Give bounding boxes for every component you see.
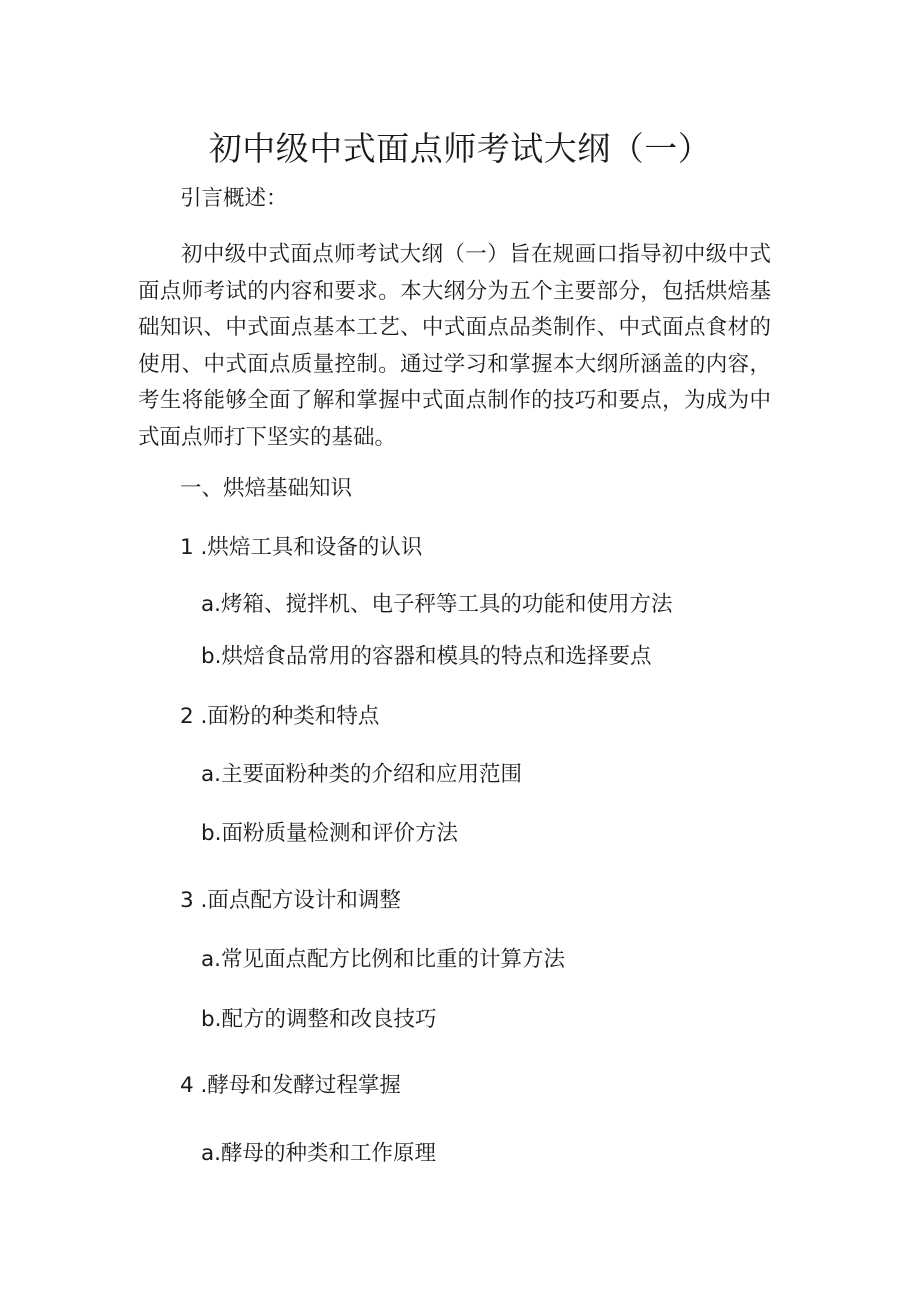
- intro-paragraph: 初中级中式面点师考试大纲（一）旨在规画口指导初中级中式面点师考试的内容和要求。本大纲分为五个主要部分，包括烘焙基础知识、中式面点基本工艺、中式面点品类制作、中式面点食材的使用、中式面点质量控制。通过学习和掌握本大纲所涵盖的内容，考生将能够全面了解和掌握中式面点制作的技巧和要点，为成为中式面点师打下坚实的基础。: [138, 242, 771, 450]
- item-1-sub-b: b.烘焙食品常用的容器和模具的特点和选择要点: [201, 644, 652, 669]
- item-1-sub-a: a.烤箱、搅拌机、电子秤等工具的功能和使用方法: [201, 592, 673, 617]
- item-1-label: 1 .烘焙工具和设备的认识: [180, 535, 423, 560]
- item-4-sub-a: a.酵母的种类和工作原理: [201, 1141, 437, 1166]
- document-title: 初中级中式面点师考试大纲（一）: [208, 129, 712, 168]
- item-4-label: 4 .酵母和发酵过程掌握: [180, 1073, 401, 1098]
- section-1-heading: 一、烘焙基础知识: [180, 476, 353, 501]
- item-2-sub-b: b.面粉质量检测和评价方法: [201, 821, 458, 846]
- item-3-label: 3 .面点配方设计和调整: [180, 888, 401, 913]
- item-3-sub-a: a.常见面点配方比例和比重的计算方法: [201, 947, 566, 972]
- intro-heading: 引言概述：: [180, 186, 288, 211]
- item-2-label: 2 .面粉的种类和特点: [180, 704, 380, 729]
- item-3-sub-b: b.配方的调整和改良技巧: [201, 1007, 437, 1032]
- item-2-sub-a: a.主要面粉种类的介绍和应用范围: [201, 762, 523, 787]
